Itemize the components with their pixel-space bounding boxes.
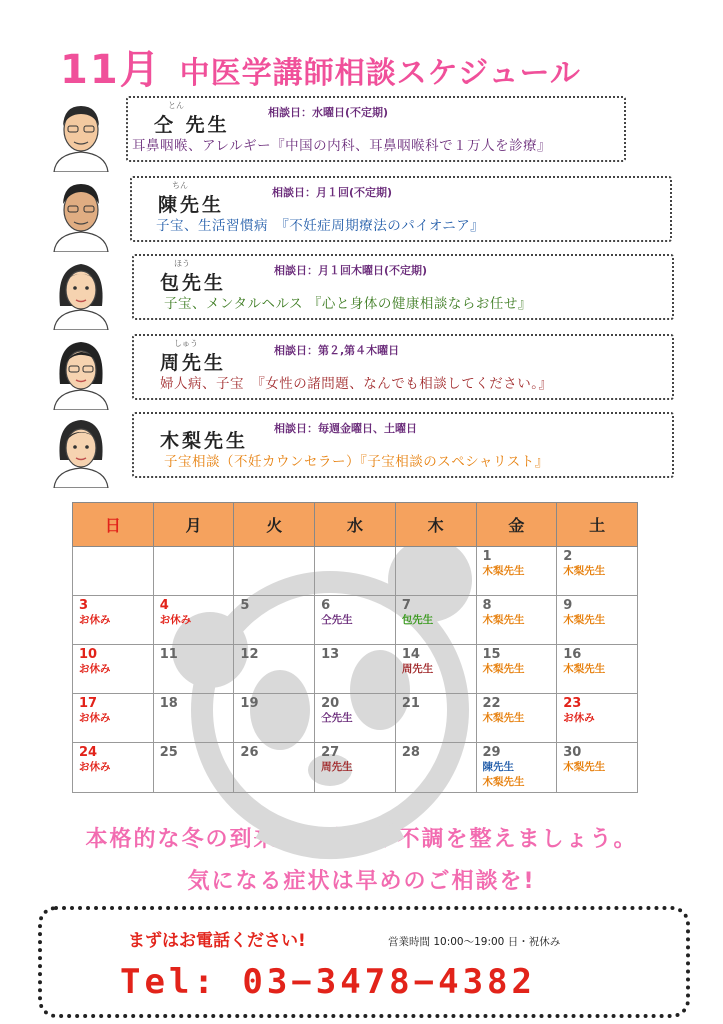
doctor-name: 木梨先生 bbox=[160, 430, 249, 452]
calendar-day-cell bbox=[395, 596, 476, 645]
calendar-day-cell bbox=[395, 645, 476, 694]
calendar-day-cell bbox=[476, 743, 557, 793]
page-title bbox=[60, 38, 581, 93]
doctor-schedule: 相談日：月１回木曜日(不定期) bbox=[274, 264, 428, 277]
doctor-avatar-icon bbox=[46, 412, 116, 488]
doctor-avatar-icon bbox=[46, 254, 116, 330]
calendar-event: お休み bbox=[79, 614, 111, 626]
calendar-week-row bbox=[73, 694, 638, 743]
doctor-avatar-icon bbox=[46, 176, 116, 252]
calendar-week-row bbox=[73, 547, 638, 596]
doctor-row-chin bbox=[46, 176, 636, 246]
doctor-row-kinashi bbox=[46, 412, 636, 482]
doctor-specialty: 子宝、生活習慣病 『不妊症周期療法のパイオニア』 bbox=[156, 218, 485, 234]
doctor-specialty: 耳鼻咽喉、アレルギー『中国の内科、耳鼻咽喉科で１万人を診療』 bbox=[132, 138, 552, 154]
calendar-event: お休み bbox=[79, 761, 111, 773]
doctor-info-box bbox=[130, 176, 672, 242]
calendar-event: 木梨先生 bbox=[482, 663, 525, 675]
calendar-week-row bbox=[73, 596, 638, 645]
calendar-date-number: 18 bbox=[159, 696, 178, 711]
doctor-row-shuu bbox=[46, 334, 636, 404]
doctor-specialty: 婦人病、子宝 『女性の諸問題、なんでも相談してください。』 bbox=[160, 376, 553, 392]
calendar-day-cell bbox=[73, 547, 154, 596]
doctor-furigana: とん bbox=[168, 101, 184, 110]
calendar-date-number: 22 bbox=[482, 696, 501, 711]
calendar-event: お休み bbox=[563, 712, 595, 724]
calendar-date-number: 26 bbox=[240, 745, 259, 760]
calendar-event: 木梨先生 bbox=[563, 663, 606, 675]
calendar-day-cell bbox=[315, 547, 396, 596]
doctor-schedule: 相談日：月１回(不定期) bbox=[272, 186, 393, 199]
calendar-event: 木梨先生 bbox=[563, 614, 606, 626]
calendar-date-number: 4 bbox=[159, 598, 169, 613]
calendar-date-number: 23 bbox=[563, 696, 582, 711]
calendar-day-cell bbox=[234, 547, 315, 596]
calendar-event: 包先生 bbox=[401, 614, 434, 626]
schedule-calendar bbox=[72, 502, 638, 793]
calendar-event: 木梨先生 bbox=[482, 712, 525, 724]
doctor-row-hou bbox=[46, 254, 636, 324]
doctor-schedule: 相談日：水曜日(不定期) bbox=[268, 106, 389, 119]
calendar-day-header: 土 bbox=[557, 503, 638, 547]
calendar-event: お休み bbox=[79, 663, 111, 675]
calendar-day-cell bbox=[234, 743, 315, 793]
calendar-date-number: 11 bbox=[159, 647, 178, 662]
calendar-day-cell bbox=[73, 596, 154, 645]
calendar-event: 仝先生 bbox=[321, 614, 353, 626]
calendar-date-number: 30 bbox=[563, 745, 582, 760]
calendar-day-header: 金 bbox=[476, 503, 557, 547]
calendar-day-cell bbox=[557, 596, 638, 645]
doctor-furigana: ほう bbox=[174, 259, 190, 268]
doctor-avatar-icon bbox=[46, 334, 116, 410]
calendar-event: 周先生 bbox=[401, 663, 434, 675]
calendar-day-cell bbox=[73, 743, 154, 793]
doctor-schedule: 相談日：毎週金曜日、土曜日 bbox=[274, 422, 417, 435]
calendar-event: 木梨先生 bbox=[482, 776, 525, 788]
doctor-name: 周先生 bbox=[160, 352, 227, 374]
calendar-week-row bbox=[73, 645, 638, 694]
calendar-day-header: 火 bbox=[234, 503, 315, 547]
calendar-date-number: 5 bbox=[240, 598, 250, 613]
business-hours: 営業時間 10:00〜19:00 日・祝休み bbox=[388, 936, 561, 948]
calendar-day-cell bbox=[395, 743, 476, 793]
calendar-date-number: 9 bbox=[563, 598, 573, 613]
title-month: 11月 bbox=[60, 47, 162, 93]
title-text: 中医学講師相談スケジュール bbox=[179, 56, 581, 91]
calendar-date-number: 16 bbox=[563, 647, 582, 662]
calendar-day-cell bbox=[153, 694, 234, 743]
calendar-date-number: 20 bbox=[321, 696, 340, 711]
calendar-day-cell bbox=[476, 645, 557, 694]
calendar-date-number: 7 bbox=[401, 598, 411, 613]
calendar-day-cell bbox=[73, 645, 154, 694]
calendar-day-cell bbox=[557, 694, 638, 743]
calendar-event: 周先生 bbox=[321, 761, 353, 773]
doctor-info-box bbox=[132, 334, 674, 400]
calendar-day-cell bbox=[153, 645, 234, 694]
doctor-name: 仝 先生 bbox=[154, 114, 230, 136]
calendar-day-cell bbox=[557, 645, 638, 694]
calendar-week-row bbox=[73, 743, 638, 793]
calendar-event: 陳先生 bbox=[482, 761, 515, 773]
calendar-date-number: 8 bbox=[482, 598, 492, 613]
calendar-day-header: 月 bbox=[153, 503, 234, 547]
calendar-date-number: 24 bbox=[79, 745, 98, 760]
calendar-date-number: 19 bbox=[240, 696, 259, 711]
doctor-row-ton bbox=[46, 96, 636, 166]
calendar-event: 木梨先生 bbox=[482, 614, 525, 626]
footer-message-2: 気になる症状は早めのご相談を! bbox=[187, 869, 536, 894]
calendar-body bbox=[73, 547, 638, 793]
calendar-date-number: 17 bbox=[79, 696, 98, 711]
footer-message-1: 本格的な冬の到来前に痛みや不調を整えましょう。 bbox=[85, 827, 638, 852]
call-message: まずはお電話ください! bbox=[128, 931, 306, 951]
doctor-info-box bbox=[132, 254, 674, 320]
calendar-day-cell bbox=[153, 547, 234, 596]
calendar-day-cell bbox=[557, 743, 638, 793]
calendar-date-number: 25 bbox=[159, 745, 178, 760]
contact-box bbox=[38, 906, 690, 1018]
doctor-avatar-icon bbox=[46, 96, 116, 172]
calendar-date-number: 12 bbox=[240, 647, 259, 662]
calendar-day-cell bbox=[395, 694, 476, 743]
calendar-day-header: 水 bbox=[315, 503, 396, 547]
calendar-day-cell bbox=[234, 596, 315, 645]
calendar-date-number: 6 bbox=[321, 598, 331, 613]
calendar-event: 木梨先生 bbox=[482, 565, 525, 577]
calendar-date-number: 21 bbox=[401, 696, 420, 711]
calendar-day-cell bbox=[315, 645, 396, 694]
doctor-schedule: 相談日：第２,第４木曜日 bbox=[274, 344, 400, 357]
phone-number[interactable]: Tel: 03−3478−4382 bbox=[120, 962, 536, 1002]
calendar-day-cell bbox=[476, 547, 557, 596]
doctor-furigana: しゅう bbox=[174, 339, 198, 348]
calendar-day-cell bbox=[153, 596, 234, 645]
calendar-date-number: 1 bbox=[482, 549, 492, 564]
calendar-date-number: 15 bbox=[482, 647, 501, 662]
doctor-info-box bbox=[132, 412, 674, 478]
calendar-date-number: 27 bbox=[321, 745, 340, 760]
doctor-specialty: 子宝相談（不妊カウンセラー）『子宝相談のスペシャリスト』 bbox=[164, 454, 549, 470]
calendar-day-header: 日 bbox=[73, 503, 154, 547]
calendar-event: 仝先生 bbox=[321, 712, 353, 724]
calendar-day-cell bbox=[557, 547, 638, 596]
doctor-name: 包先生 bbox=[160, 272, 227, 294]
calendar-header-row bbox=[73, 503, 638, 547]
calendar-event: お休み bbox=[159, 614, 192, 626]
calendar-date-number: 3 bbox=[79, 598, 89, 613]
calendar-day-cell bbox=[315, 694, 396, 743]
calendar-date-number: 29 bbox=[482, 745, 501, 760]
calendar-day-cell bbox=[234, 694, 315, 743]
calendar-day-cell bbox=[153, 743, 234, 793]
calendar-date-number: 28 bbox=[401, 745, 420, 760]
calendar-date-number: 14 bbox=[401, 647, 420, 662]
calendar-day-cell bbox=[315, 743, 396, 793]
calendar-day-cell bbox=[315, 596, 396, 645]
calendar-day-cell bbox=[476, 596, 557, 645]
calendar-event: お休み bbox=[79, 712, 111, 724]
doctor-specialty: 子宝、メンタルヘルス 『心と身体の健康相談ならお任せ』 bbox=[164, 296, 532, 312]
doctor-furigana: ちん bbox=[172, 181, 188, 190]
calendar-date-number: 2 bbox=[563, 549, 573, 564]
calendar-day-cell bbox=[395, 547, 476, 596]
calendar-day-cell bbox=[234, 645, 315, 694]
calendar-date-number: 13 bbox=[321, 647, 340, 662]
doctor-name: 陳先生 bbox=[158, 194, 225, 216]
calendar-day-cell bbox=[476, 694, 557, 743]
calendar-day-cell bbox=[73, 694, 154, 743]
calendar-date-number: 10 bbox=[79, 647, 98, 662]
calendar-event: 木梨先生 bbox=[563, 565, 606, 577]
doctor-info-box bbox=[126, 96, 626, 162]
calendar-day-header: 木 bbox=[395, 503, 476, 547]
calendar-event: 木梨先生 bbox=[563, 761, 606, 773]
